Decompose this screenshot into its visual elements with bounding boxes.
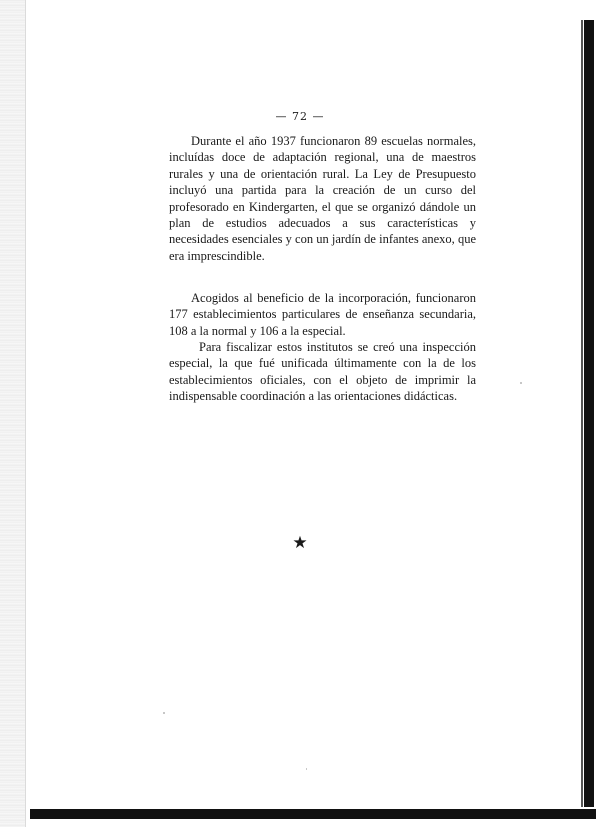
paragraph-inspeccion: Para fiscalizar estos institutos se creó una inspección especial, la que fué unificada últimamente con la de los establecimientos oficiales, con el objeto de imprimir la indispensable coordinación a las orientaciones didácticas. <box>169 340 476 404</box>
star-ornament: ★ <box>292 533 308 553</box>
scan-speck <box>163 712 165 714</box>
scan-speck <box>306 768 307 770</box>
scan-edge-left <box>0 0 26 827</box>
scan-border-bottom <box>30 809 596 819</box>
paragraph-incorporacion: Acogidos al beneficio de la incorporación, funcionaron 177 establecimientos particulares de enseñanza secundaria, 108 a la normal y 106 a la especial. <box>169 291 476 338</box>
scan-border-right <box>584 20 594 807</box>
page-number: — 72 — <box>275 110 325 123</box>
scan-speck <box>520 382 522 384</box>
paragraph-escuelas-normales: Durante el año 1937 funcionaron 89 escuelas normales, incluídas doce de adaptación regional, una de maestros rurales y una de orientación rural. La Ley de Presupuesto incluyó una partida para la creación de un curso del profesorado en Kindergarten, el que se organizó dándole un plan de estudios adecuados a sus características y necesidades esenciales y con un jardín de infantes anexo, que era imprescindible. <box>169 134 476 263</box>
